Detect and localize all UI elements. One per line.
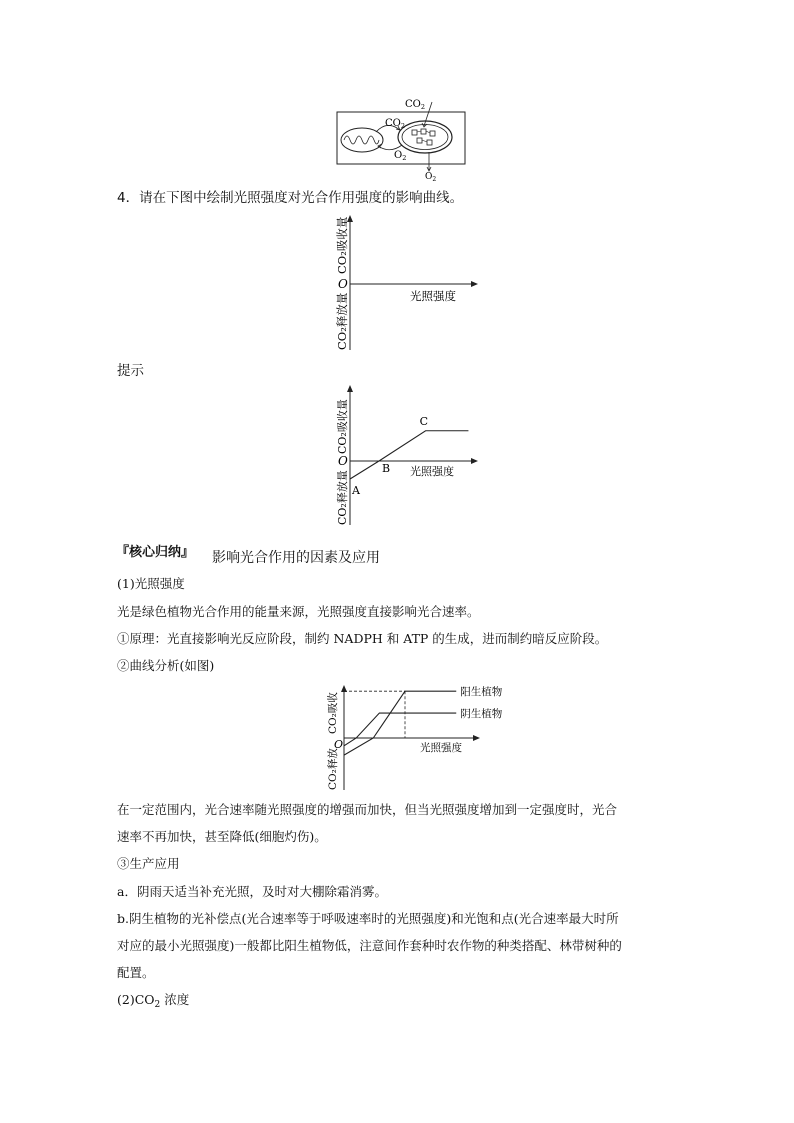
co2-in-arrow: [424, 102, 432, 126]
origin-label: O: [338, 277, 348, 291]
paragraph-application-b-line3: 配置。: [117, 965, 155, 980]
point-label-a: A: [352, 484, 360, 497]
paragraph-rate-line1: 在一定范围内，光合速率随光照强度的增强而加快，但当光照强度增加到一定强度时，光合: [117, 802, 618, 817]
hint-label: 提示: [117, 363, 144, 379]
y-label-negative: CO₂释放量: [336, 470, 349, 525]
origin-label: O: [334, 738, 344, 751]
paragraph-curve-analysis: ②曲线分析(如图): [117, 658, 215, 673]
sun-shade-plant-chart: [322, 682, 503, 792]
paragraph-principle: ①原理：光直接影响光反应阶段，制约 NADPH 和 ATP 的生成，进而制约暗反应阶段。: [117, 631, 608, 646]
paragraph-light-source: 光是绿色植物光合作用的能量来源，光照强度直接影响光合速率。: [117, 604, 480, 619]
point-label-b: B: [381, 462, 391, 475]
y-label-positive: CO₂吸收量: [336, 399, 349, 454]
y-label-positive: CO₂吸收: [327, 692, 339, 734]
core-summary-tag: 『核心归纳』: [116, 545, 195, 560]
co2-inner-label: $CO_2$: [385, 118, 405, 130]
blank-light-chart: [330, 212, 480, 352]
y-label-positive: CO₂吸收量: [335, 216, 349, 274]
shade-plant-line: [344, 713, 456, 746]
y-axis-arrow: [347, 385, 353, 392]
sun-plant-label: 阳生植物: [460, 686, 503, 699]
x-axis-label: 光照强度: [410, 465, 454, 478]
shade-plant-label: 阴生植物: [460, 708, 503, 721]
paragraph-application-heading: ③生产应用: [117, 856, 180, 871]
origin-label: O: [338, 454, 348, 468]
section-light-heading: (1)光照强度: [117, 576, 185, 591]
core-summary-title: 影响光合作用的因素及应用: [212, 550, 380, 566]
x-axis-label: 光照强度: [410, 289, 456, 303]
o2-inner-label: $O_2$: [394, 150, 407, 162]
y-label-negative: CO₂释放: [327, 748, 339, 790]
point-label-c: C: [419, 414, 429, 428]
paragraph-application-a: a．阴雨天适当补充光照，及时对大棚除霜消雾。: [117, 884, 387, 899]
question-4: 4．请在下图中绘制光照强度对光合作用强度的影响曲线。: [117, 190, 464, 206]
hint-light-chart: [330, 382, 480, 527]
x-axis-arrow: [471, 458, 478, 464]
x-axis-label: 光照强度: [420, 742, 462, 754]
y-label-negative: CO₂释放量: [335, 292, 349, 350]
cell-organelle-diagram: [332, 96, 472, 181]
x-axis-arrow: [473, 735, 480, 741]
x-axis-arrow: [471, 281, 478, 287]
co2-outer-label: $CO_2$: [405, 99, 425, 111]
paragraph-application-b-line2: 对应的最小光照强度)一般都比阳生植物低，注意间作套种时农作物的种类搭配、林带树种的: [117, 938, 622, 953]
section-co2-heading: $(2)CO_2$ 浓度: [117, 992, 190, 1010]
paragraph-application-b-line1: b.阴生植物的光补偿点(光合速率等于呼吸速率时的光照强度)和光饱和点(光合速率最大时所: [117, 911, 619, 926]
o2-outer-label: $O_2$: [425, 172, 437, 183]
paragraph-rate-line2: 速率不再加快，甚至降低(细胞灼伤)。: [117, 829, 327, 844]
